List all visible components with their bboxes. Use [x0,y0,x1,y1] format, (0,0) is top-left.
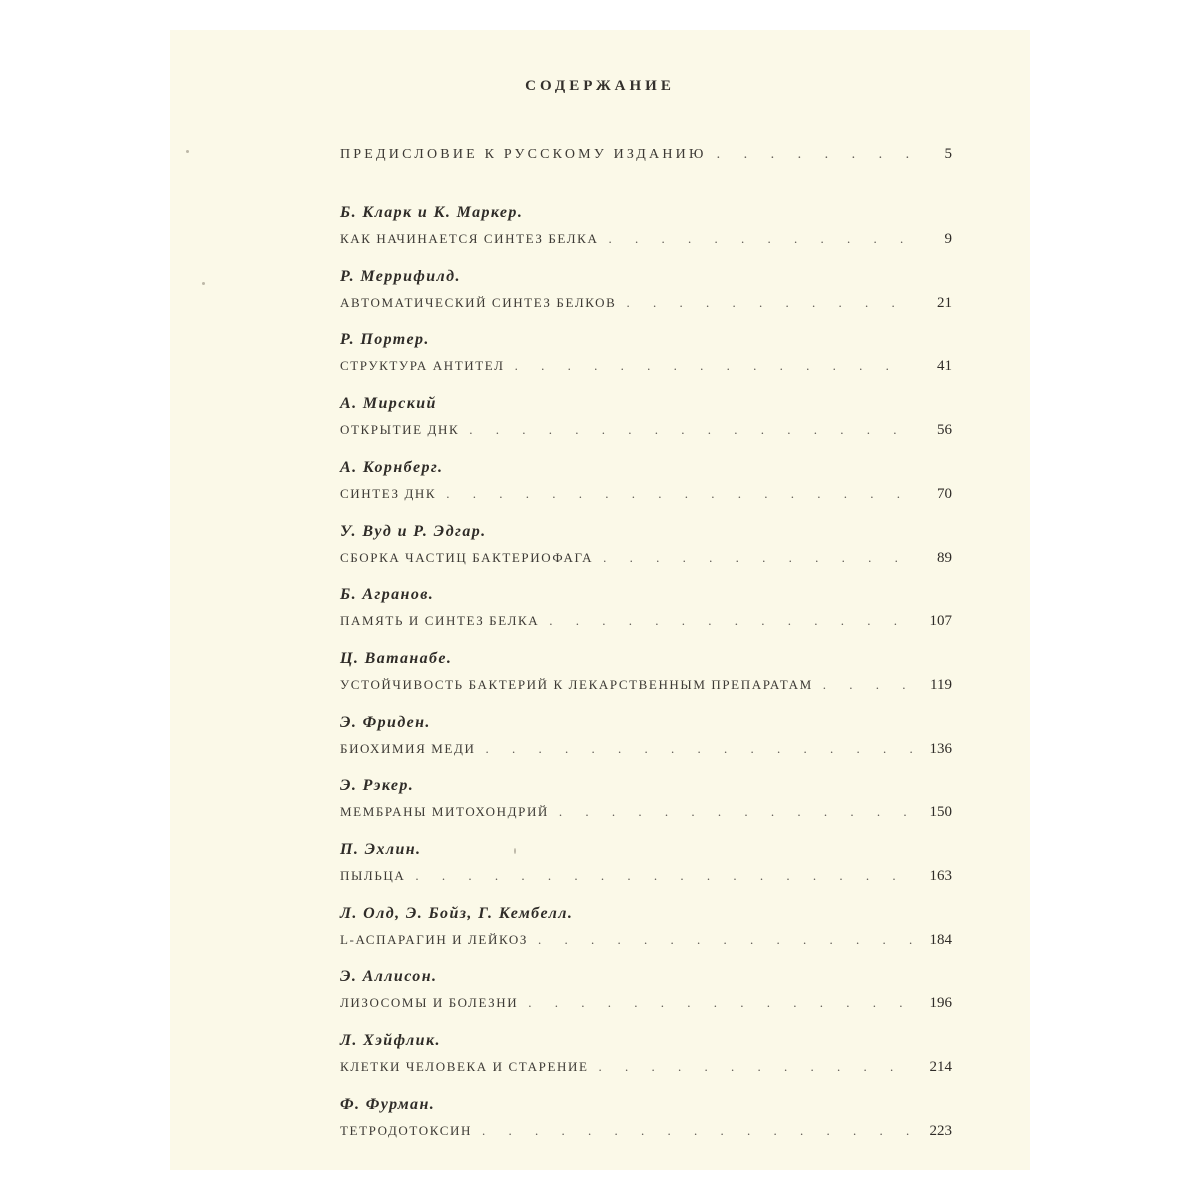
toc-page-number: 136 [929,741,952,757]
toc-title-row [340,486,952,508]
dot-leader [528,995,912,1011]
paper-speck [514,848,516,854]
dot-leader [599,1059,912,1075]
toc-entry [340,775,952,826]
dot-leader [415,868,912,884]
toc-page-number: 214 [929,1059,952,1075]
paper-speck [186,150,189,153]
toc-title: ТЕТРОДОТОКСИН [340,1123,472,1138]
toc-title: СБОРКА ЧАСТИЦ БАКТЕРИОФАГА [340,550,594,565]
toc-entry [340,202,952,253]
toc-page-number: 41 [937,358,952,374]
toc-page-number: 21 [937,295,952,311]
toc-entry [340,1030,952,1081]
toc-title-row [340,932,952,954]
dot-leader [485,741,912,757]
toc-author: Р. Меррифилд. [340,268,461,285]
toc-preface-row [340,146,952,163]
toc-entry [340,329,952,380]
toc-author: Ф. Фурман. [340,1096,436,1113]
toc-title: L-АСПАРАГИН И ЛЕЙКОЗ [340,932,528,947]
toc-entry [340,1094,952,1145]
toc-page-number: 196 [929,995,952,1011]
dot-leader [482,1123,912,1139]
toc-title-row [340,677,952,699]
toc-title: МЕМБРАНЫ МИТОХОНДРИЙ [340,804,549,819]
page-title: СОДЕРЖАНИЕ [525,78,675,94]
toc-author: Л. Олд, Э. Бойз, Г. Кембелл. [340,905,574,922]
preface-title: ПРЕДИСЛОВИЕ К РУССКОМУ ИЗДАНИЮ [340,147,707,162]
dot-leader [446,486,912,502]
dot-leader [603,550,912,566]
toc-title: АВТОМАТИЧЕСКИЙ СИНТЕЗ БЕЛКОВ [340,295,617,310]
dot-leader [515,358,912,374]
toc-page-number: 119 [930,677,952,693]
toc-entry [340,393,952,444]
toc-entry [340,966,952,1017]
toc-entry [340,712,952,763]
toc-title-row [340,741,952,763]
toc-title-row [340,550,952,572]
toc-entry [340,521,952,572]
book-page [170,30,1030,1170]
toc-title: СИНТЕЗ ДНК [340,486,437,501]
toc-author: А. Мирский [340,395,437,412]
toc-title-row [340,295,952,317]
paper-speck [202,282,205,285]
toc-title-row [340,868,952,890]
dot-leader [823,677,912,693]
dot-leader [538,932,912,948]
toc-author: У. Вуд и Р. Эдгар. [340,523,487,540]
toc-page-number: 107 [929,613,952,629]
dot-leader [559,804,912,820]
toc-author: Р. Портер. [340,331,430,348]
toc-title: БИОХИМИЯ МЕДИ [340,741,476,756]
toc-title: ПЫЛЬЦА [340,868,406,883]
toc-entry [340,266,952,317]
toc-title: КАК НАЧИНАЕТСЯ СИНТЕЗ БЕЛКА [340,231,599,246]
toc-entry [340,648,952,699]
toc-author: Э. Фриден. [340,714,431,731]
toc-title-row [340,1059,952,1081]
dot-leader [717,147,912,163]
toc-page-number: 150 [929,804,952,820]
toc-author: Б. Кларк и К. Маркер. [340,204,524,221]
toc-title: УСТОЙЧИВОСТЬ БАКТЕРИЙ К ЛЕКАРСТВЕННЫМ ПРЕПАРАТАМ [340,677,813,692]
toc-entry [340,839,952,890]
toc-title-row [340,804,952,826]
toc-title-row [340,358,952,380]
toc-author: П. Эхлин. [340,841,422,858]
toc-author: Л. Хэйфлик. [340,1032,441,1049]
toc-title-row [340,613,952,635]
toc-title: СТРУКТУРА АНТИТЕЛ [340,358,505,373]
dot-leader [549,613,912,629]
toc-entry [340,584,952,635]
toc-entry [340,457,952,508]
toc-title: ЛИЗОСОМЫ И БОЛЕЗНИ [340,995,519,1010]
toc-author: Э. Аллисон. [340,968,438,985]
toc-page-number: 89 [937,550,952,566]
toc-page-number: 9 [944,231,952,247]
toc-page-number: 56 [937,422,952,438]
preface-page-number: 5 [944,146,952,162]
toc-author: А. Корнберг. [340,459,444,476]
toc-author: Б. Агранов. [340,586,435,603]
toc-title: ПАМЯТЬ И СИНТЕЗ БЕЛКА [340,613,540,628]
toc-title: ОТКРЫТИЕ ДНК [340,422,460,437]
dot-leader [469,422,912,438]
toc-title-row [340,231,952,253]
toc-author: Ц. Ватанабе. [340,650,453,667]
toc-page-number: 163 [929,868,952,884]
toc-page-number: 223 [929,1123,952,1139]
toc-title-row [340,1123,952,1145]
dot-leader [608,231,912,247]
toc-title-row [340,422,952,444]
toc-author: Э. Рэкер. [340,777,415,794]
toc-title: КЛЕТКИ ЧЕЛОВЕКА И СТАРЕНИЕ [340,1059,589,1074]
toc-entry [340,903,952,954]
dot-leader [626,295,912,311]
toc-page-number: 70 [937,486,952,502]
toc-page-number: 184 [929,932,952,948]
toc-title-row [340,995,952,1017]
